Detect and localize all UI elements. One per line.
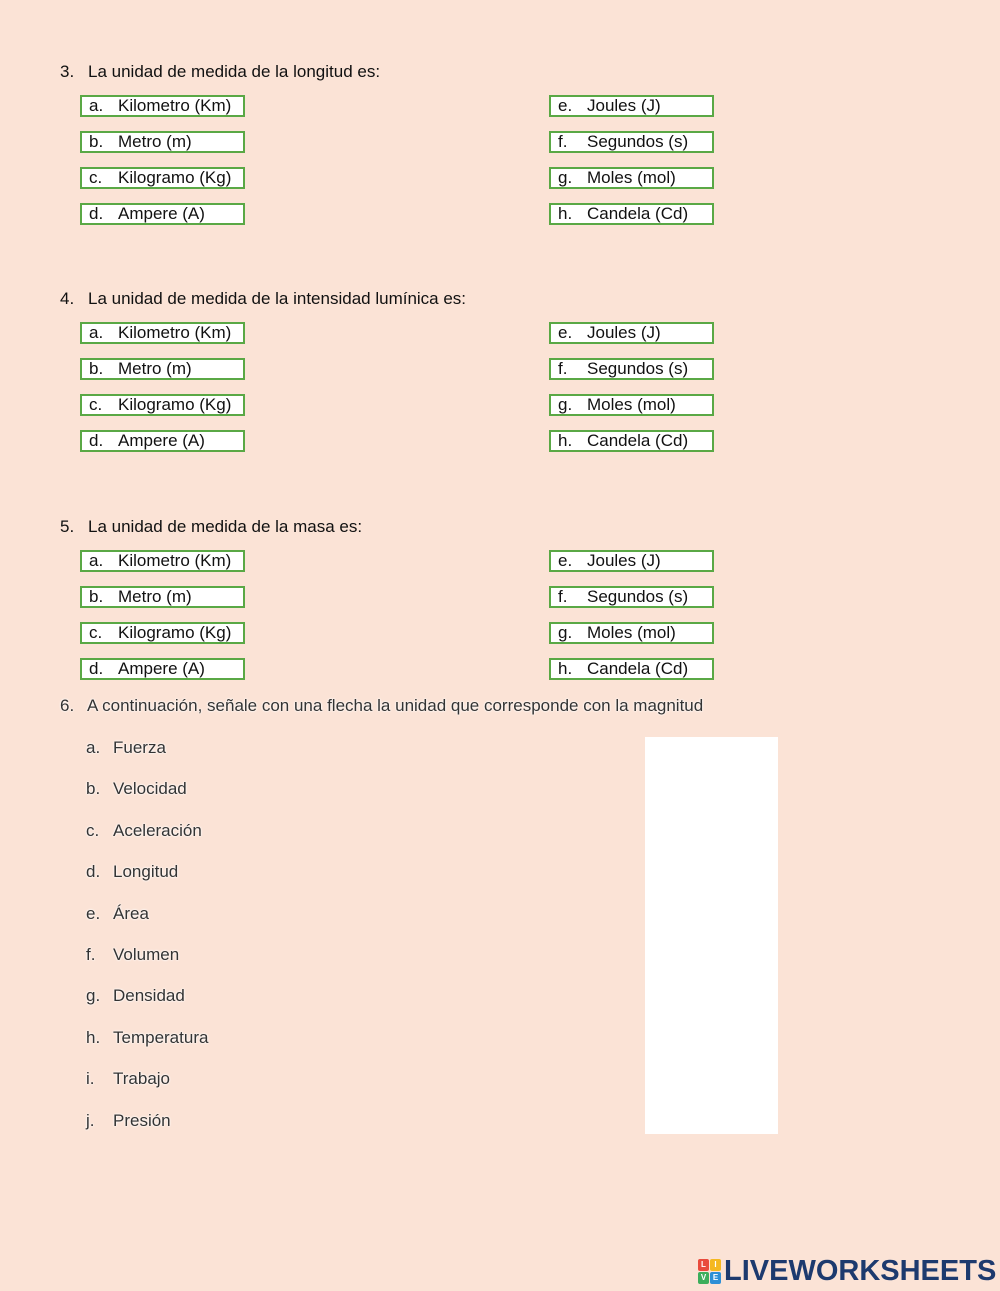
- answer-option[interactable]: [549, 358, 714, 380]
- magnitude-label: Aceleración: [113, 820, 202, 840]
- option-letter: f.: [558, 132, 568, 151]
- option-label: Kilogramo (Kg): [118, 395, 232, 414]
- option-label: Kilogramo (Kg): [118, 168, 232, 187]
- option-label: Metro (m): [118, 587, 192, 606]
- magnitude-letter: c.: [86, 820, 100, 840]
- option-letter: d.: [89, 431, 104, 450]
- magnitude-letter: a.: [86, 738, 101, 757]
- answer-option[interactable]: [549, 95, 714, 117]
- answer-option[interactable]: [549, 550, 714, 572]
- liveworksheets-logo: [698, 1256, 996, 1286]
- option-label: Candela (Cd): [587, 431, 689, 450]
- magnitude-letter: h.: [86, 1027, 101, 1047]
- answer-option[interactable]: [549, 167, 714, 189]
- question-4: [60, 289, 466, 309]
- magnitude-letter: e.: [86, 903, 101, 923]
- answer-option[interactable]: [80, 203, 245, 225]
- answer-option[interactable]: [80, 586, 245, 608]
- option-label: Ampere (A): [118, 204, 205, 223]
- option-letter: b.: [89, 132, 104, 151]
- magnitude-label: Temperatura: [113, 1027, 209, 1047]
- option-letter: f.: [558, 359, 568, 378]
- answer-option[interactable]: [80, 550, 245, 572]
- answer-option[interactable]: [549, 322, 714, 344]
- option-letter: g.: [558, 623, 573, 642]
- option-letter: b.: [89, 587, 104, 606]
- answer-option[interactable]: [80, 167, 245, 189]
- answer-option[interactable]: [80, 358, 245, 380]
- magnitude-label: Volumen: [113, 945, 180, 964]
- magnitude-label: Trabajo: [113, 1069, 171, 1089]
- option-letter: c.: [89, 168, 103, 187]
- option-letter: d.: [89, 659, 104, 678]
- magnitude-item[interactable]: [86, 1028, 208, 1048]
- answer-option[interactable]: [80, 430, 245, 452]
- option-letter: c.: [89, 395, 103, 414]
- magnitude-label: Velocidad: [113, 779, 187, 799]
- option-letter: e.: [558, 96, 573, 115]
- answer-option[interactable]: [549, 430, 714, 452]
- question-number: 4.: [60, 289, 75, 308]
- option-label: Joules (J): [587, 96, 661, 115]
- question-5: [60, 517, 362, 537]
- magnitude-item[interactable]: [86, 1069, 170, 1089]
- option-label: Metro (m): [118, 132, 192, 151]
- magnitude-letter: g.: [86, 986, 101, 1006]
- option-letter: h.: [558, 659, 573, 678]
- magnitude-item[interactable]: [86, 986, 185, 1006]
- option-letter: f.: [558, 587, 568, 606]
- magnitude-label: Longitud: [113, 862, 179, 882]
- question-text: La unidad de medida de la masa es:: [88, 517, 363, 536]
- option-letter: d.: [89, 204, 104, 223]
- option-letter: a.: [89, 96, 104, 115]
- option-letter: c.: [89, 623, 103, 642]
- option-label: Metro (m): [118, 359, 192, 378]
- unit-panel: [645, 737, 778, 1134]
- option-label: Kilometro (Km): [118, 323, 232, 342]
- question-text: La unidad de medida de la longitud es:: [88, 62, 381, 81]
- option-letter: e.: [558, 323, 573, 342]
- answer-option[interactable]: [549, 658, 714, 680]
- question-3: [60, 62, 380, 82]
- question-number: 3.: [60, 62, 75, 81]
- answer-option[interactable]: [549, 203, 714, 225]
- answer-option[interactable]: [80, 95, 245, 117]
- answer-option[interactable]: [549, 131, 714, 153]
- magnitude-item[interactable]: [86, 779, 187, 799]
- magnitude-label: Fuerza: [113, 738, 166, 757]
- option-letter: g.: [558, 168, 573, 187]
- magnitude-item[interactable]: [86, 738, 166, 758]
- magnitude-letter: d.: [86, 862, 101, 882]
- option-label: Moles (mol): [587, 623, 676, 642]
- magnitude-item[interactable]: [86, 945, 179, 965]
- option-label: Candela (Cd): [587, 659, 689, 678]
- magnitude-letter: f.: [86, 945, 96, 964]
- magnitude-item[interactable]: [86, 904, 149, 924]
- answer-option[interactable]: [80, 622, 245, 644]
- magnitude-label: Área: [113, 903, 149, 923]
- magnitude-item[interactable]: [86, 821, 202, 841]
- question-number: 5.: [60, 517, 75, 536]
- option-letter: e.: [558, 551, 573, 570]
- option-letter: a.: [89, 551, 104, 570]
- question-6: [60, 696, 703, 716]
- magnitude-label: Densidad: [113, 986, 185, 1006]
- option-letter: h.: [558, 204, 573, 223]
- option-label: Segundos (s): [587, 359, 689, 378]
- logo-mark-icon: L I V E: [698, 1259, 721, 1284]
- answer-option[interactable]: [549, 394, 714, 416]
- option-label: Joules (J): [587, 551, 661, 570]
- answer-option[interactable]: [549, 586, 714, 608]
- answer-option[interactable]: [80, 658, 245, 680]
- option-label: Ampere (A): [118, 431, 205, 450]
- option-label: Candela (Cd): [587, 204, 689, 223]
- option-letter: b.: [89, 359, 104, 378]
- option-letter: h.: [558, 431, 573, 450]
- answer-option[interactable]: [80, 131, 245, 153]
- answer-option[interactable]: [549, 622, 714, 644]
- question-number: 6.: [60, 696, 75, 715]
- logo-text: LIVEWORKSHEETS: [724, 1254, 997, 1287]
- option-label: Segundos (s): [587, 132, 689, 151]
- option-letter: a.: [89, 323, 104, 342]
- option-label: Joules (J): [587, 323, 661, 342]
- magnitude-item[interactable]: [86, 862, 178, 882]
- option-label: Kilometro (Km): [118, 551, 232, 570]
- option-label: Kilogramo (Kg): [118, 623, 232, 642]
- option-letter: g.: [558, 395, 573, 414]
- magnitude-letter: i.: [86, 1069, 95, 1089]
- magnitude-label: Presión: [113, 1110, 171, 1130]
- option-label: Segundos (s): [587, 587, 689, 606]
- question-text: La unidad de medida de la intensidad lumínica es:: [88, 289, 467, 308]
- magnitude-letter: b.: [86, 779, 101, 799]
- magnitude-letter: j.: [86, 1110, 95, 1130]
- magnitude-item[interactable]: [86, 1111, 171, 1131]
- option-label: Ampere (A): [118, 659, 205, 678]
- option-label: Moles (mol): [587, 168, 676, 187]
- answer-option[interactable]: [80, 394, 245, 416]
- option-label: Kilometro (Km): [118, 96, 232, 115]
- question-text: A continuación, señale con una flecha la unidad que corresponde con la magnitud: [87, 696, 704, 715]
- answer-option[interactable]: [80, 322, 245, 344]
- option-label: Moles (mol): [587, 395, 676, 414]
